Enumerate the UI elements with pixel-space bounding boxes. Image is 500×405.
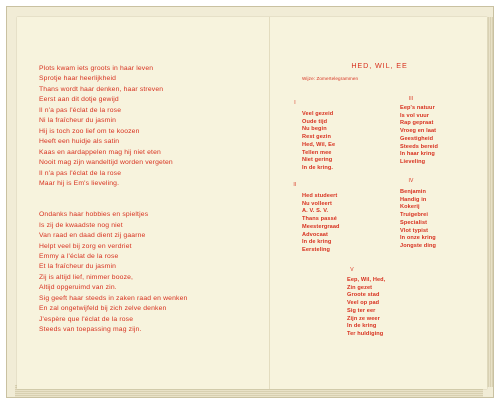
stanza-gap [39,189,265,199]
poem-line: Eep, Wil, Hed, [347,277,386,283]
poem-line: Vlot typist [400,227,429,234]
section-iv [400,189,436,251]
poem-line: Veel op pad [347,300,380,307]
poem-line: Hed, Wil, Ee [302,141,336,148]
poem-line: In de kring [347,323,377,330]
section-iii [400,105,438,167]
poem-line: Veel gezeid [302,111,334,117]
poem-line: Hij is toch zoo lief om te koozen [39,127,140,135]
poem-line: Zin gezet [347,284,373,291]
poem-line: Il n'a pas l'éclat de la rose [39,106,122,114]
poem-line: Specialist [400,219,428,226]
poem-line: Geestigheid [400,135,434,142]
tune-note: Wijze: Zomertelegrammen [302,76,359,81]
poem-line: Plots kwam iets groots in haar leven [39,65,154,72]
poem-line: Et la fraîcheur du jasmin [39,263,117,271]
poem-line: Ondanks haar hobbies en spieltjes [39,211,149,219]
poem-line: Ni la fraîcheur du jasmin [39,117,117,125]
poem-line: Advocaat [302,231,328,238]
poem-line: Il n'a pas l'éclat de la rose [39,169,122,177]
poem-line: Rest gezin [302,134,331,141]
poem-line: Zij is altijd lief, nimmer booze, [39,273,134,281]
poem-line: Rap gepraat [400,120,434,127]
poem-line: Helpt veel bij zorg en verdriet [39,242,132,250]
poem-line: Thans wordt haar denken, haar streven [39,85,164,93]
section-i [302,111,335,173]
document-scan [6,6,494,398]
poem-line: Tellen mee [302,149,332,156]
poem-line: Emmy a l'éclat de la rose [39,253,119,261]
poem-line: Benjamin [400,189,426,195]
poem-line: Nu volleert [302,200,333,207]
section-number-ii: II [293,182,297,188]
poem-line: Altijd opgeruimd van zin. [39,284,117,292]
poem-line: Sig ter eer [347,307,376,314]
poem-line: Eersteling [302,246,331,253]
poem-line: Sprotje haar heerlijkheid [39,75,117,83]
poem-line: In haar kring [400,151,435,158]
poem-line: Handig in [400,196,427,203]
poem-line: Is zij de kwaadste nog niet [39,221,123,229]
section-number-v: V [350,267,354,273]
stanza-gap [39,200,265,210]
poem-line: Heeft een huidje als satin [39,138,120,146]
section-v [347,277,385,339]
poem-line: Vroeg en laat [400,128,437,135]
right-poem [272,17,487,389]
poem-line: Groote stad [347,292,380,299]
poem-line: Kaas en aardappelen mag hij niet eten [39,148,161,156]
poem-line: Nooit mag zijn wandeltijd worden vergeten [39,159,173,167]
poem-line: Truigebrei [400,212,429,219]
poem-line: Oude tijd [302,118,328,125]
open-booklet-page [17,17,487,389]
section-number-i: I [294,100,296,106]
poem-line: A. V. S. V. [302,208,329,215]
poem-line: Eerst aan dit dotje gewijd [39,96,119,104]
poem-line: En zal ongetwijfeld bij zich zelve denken [39,305,167,313]
section-ii [302,193,340,255]
poem-line: Eep's natuur [400,105,435,111]
poem-line: Zijn ze weer [347,315,380,322]
poem-line: Maar hij is Em's lieveling. [39,179,120,187]
poem-line: Kokerij [400,204,420,211]
left-poem [39,64,265,336]
poem-line: Sig geeft haar steeds in zaken raad en wenken [39,294,188,302]
poem-line: In de kring [302,239,332,246]
poem-line: Meestergraad [302,223,340,230]
poem-line: J'espère que l'éclat de la rose [39,315,134,323]
poem-line: Nu begin [302,126,327,133]
poem-line: In onze kring [400,235,436,242]
poem-line: Van raad en daad dient zij gaarne [39,232,146,240]
poem-line: In de kring. [302,164,334,171]
section-number-iii: III [408,96,414,102]
poem-line: Ter huldiging [347,330,384,337]
section-number-iv: IV [408,178,414,184]
center-fold [269,17,270,389]
poem-title: HED, WIL, EE [351,61,408,70]
poem-line: Is vol vuur [400,112,430,119]
poem-line: Steeds van toepassing mag zijn. [39,326,142,334]
poem-line: Steeds bereid [400,143,438,150]
poem-line: Niet gering [302,157,333,164]
poem-line: Hed studeert [302,193,338,199]
poem-line: Jongste ding [400,242,437,249]
poem-line: Lieveling [400,158,426,165]
poem-line: Thans passé [302,216,337,223]
